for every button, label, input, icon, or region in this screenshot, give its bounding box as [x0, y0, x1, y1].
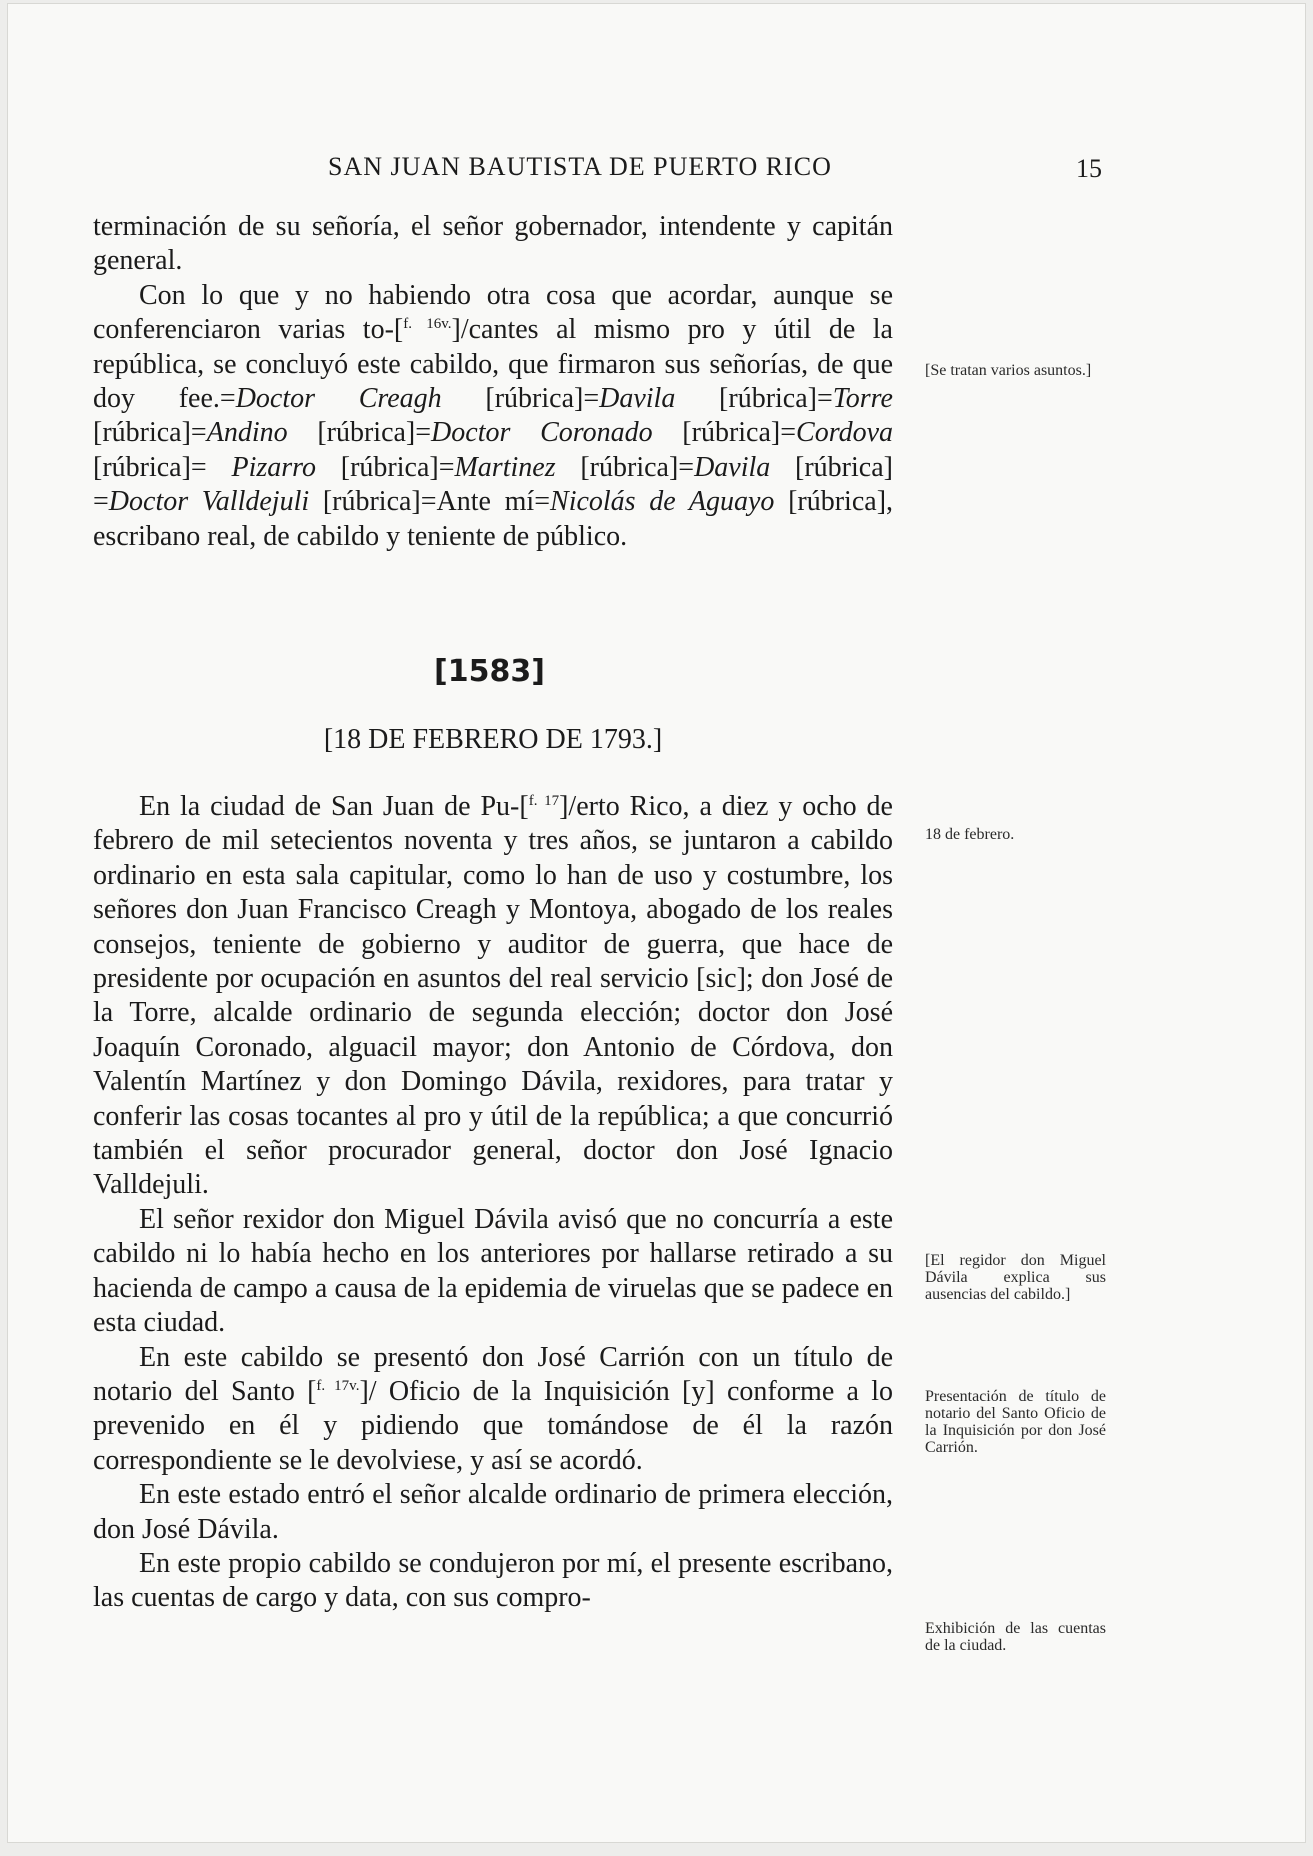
signature-name: Pizarro: [231, 451, 317, 483]
document-number: [1583]: [434, 654, 545, 689]
folio-marker: f. 17v.: [316, 1377, 360, 1394]
signature-name: Doctor Valldejuli: [108, 486, 310, 518]
paragraph-signatures: Con lo que y no habiendo otra cosa que acordar, aunque se conferenciaron varias to-[$^{f. 16v.}$]/cantes al mismo pro y útil de la república, se concluyó este cabildo, que firmaron sus señorías, de que doy fee.=Doctor Creagh [rúbrica]=Davila [rúbrica]=Torre [rúbrica]=Andino [rúbrica]=Doctor Coronado [rúbrica]=Cordova [rúbrica]= Pizarro [rúbrica]=Martinez [rúbrica]=Davila [rúbrica] =Doctor Valldejuli [rúbrica]=Ante mí=Nicolás de Aguayo [rúbrica], escribano real, de cabildo y teniente de público.: [93, 279, 894, 552]
text-block-2: [93, 790, 893, 1616]
margin-note: Presentación de título de notario del Santo Oficio de la Inquisición por don José Carrión.: [925, 1388, 1106, 1456]
margin-note: 18 de febrero.: [925, 826, 1015, 843]
text-block-1: [93, 210, 893, 554]
signature-name: Davila: [694, 451, 771, 483]
folio-marker: f. 16v.: [403, 316, 452, 333]
paragraph: terminación de su señoría, el señor gobernador, intendente y capitán general.: [93, 211, 893, 277]
signature-name: Davila: [599, 383, 676, 415]
document-date: [18 DE FEBRERO DE 1793.]: [323, 724, 663, 755]
page-number: 15: [1076, 154, 1102, 183]
document-page: [8, 4, 1305, 1842]
signature-name: Doctor Creagh: [235, 383, 442, 415]
signature-name: Andino: [206, 417, 288, 449]
paragraph: En este propio cabildo se condujeron por mí, el presente escribano, las cuentas de cargo y data, con sus compro-: [93, 1547, 893, 1614]
signature-name: Cordova: [796, 417, 893, 449]
paragraph: El señor rexidor don Miguel Dávila avisó que no concurría a este cabildo ni lo había hecho en los anteriores por hallarse retirado a su hacienda de campo a causa de la epidemia de viruelas que se padece en esta ciudad.: [93, 1203, 893, 1339]
paragraph: En la ciudad de San Juan de Pu-[$^{f. 17}$]/erto Rico, a diez y ocho de febrero de mil setecientos noventa y tres años, se juntaron a cabildo ordinario en esta sala capitular, como lo han de uso y costumbre, los señores don Juan Francisco Creagh y Montoya, abogado de los reales consejos, teniente de gobierno y auditor de guerra, que hace de presidente por ocupación en asuntos del real servicio [sic]; don José de la Torre, alcalde ordinario de segunda elección; doctor don José Joaquín Coronado, alguacil mayor; don Antonio de Córdova, don Valentín Martínez y don Domingo Dávila, rexidores, para tratar y conferir las cosas tocantes al pro y útil de la república; a que concurrió también el señor procurador general, doctor don José Ignacio Valldejuli.: [93, 791, 893, 1201]
paragraph: En este cabildo se presentó don José Carrión con un título de notario del Santo [$^{f. 17v.}$]/ Oficio de la Inquisición [y] conforme a lo prevenido en él y pidiendo que tomándose de él la razón correspondiente se le devolviese, y así se acordó.: [93, 1341, 893, 1476]
margin-note: [El regidor don Miguel Dávila explica sus ausencias del cabildo.]: [925, 1252, 1106, 1303]
signature-name: Doctor Coronado: [431, 417, 653, 449]
signature-name: Martinez: [454, 451, 556, 483]
signature-name: Torre: [832, 383, 893, 415]
running-title: SAN JUAN BAUTISTA DE PUERTO RICO: [328, 152, 832, 181]
paragraph: En este estado entró el señor alcalde ordinario de primera elección, don José Dávila.: [93, 1479, 893, 1545]
signature-name: Nicolás de Aguayo: [550, 486, 775, 518]
margin-note: [Se tratan varios asuntos.]: [925, 362, 1092, 379]
margin-note: Exhibición de las cuentas de la ciudad.: [925, 1620, 1106, 1654]
folio-marker: f. 17: [528, 793, 560, 809]
